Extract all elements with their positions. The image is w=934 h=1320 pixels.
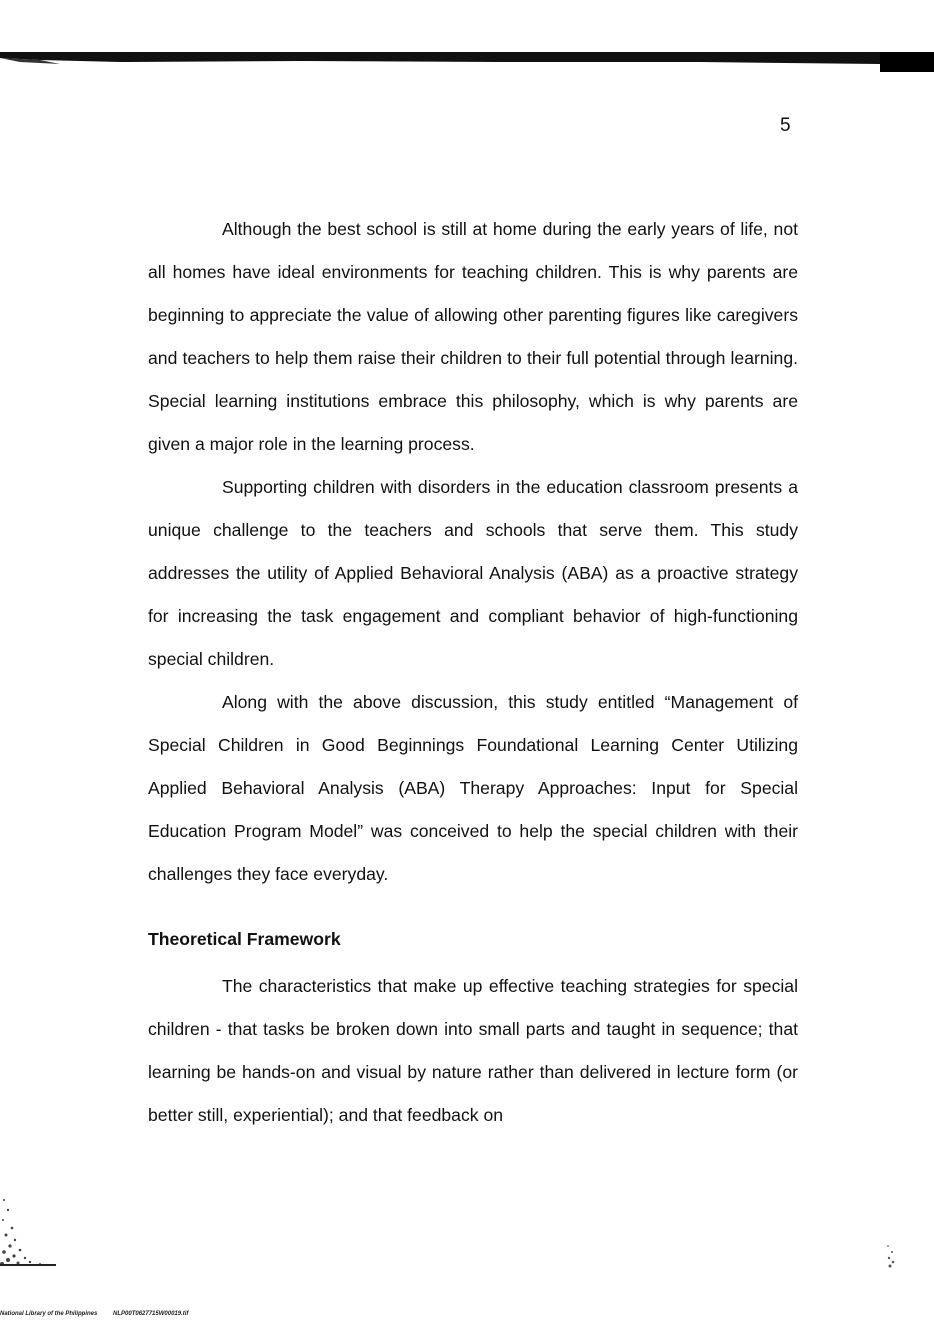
scan-edge-bar	[0, 50, 934, 72]
scan-speckle-bottom-right	[880, 1240, 900, 1270]
footer-library: National Library of the Philippines	[0, 1311, 98, 1317]
document-body	[148, 208, 798, 1137]
paragraph: Although the best school is still at home during the early years of life, not all homes have ideal environments for teaching children. This is why parents are beginning to appreciate the value of allowing other parenting figures like caregivers and teachers to help them raise their children to their full potential through learning. Special learning institutions embrace this philosophy, which is why parents are given a major role in the learning process.	[148, 219, 798, 454]
paragraph: Supporting children with disorders in the education classroom presents a unique challenge to the teachers and schools that serve them. This study addresses the utility of Applied Behavioral Analysis (ABA) as a proactive strategy for increasing the task engagement and compliant behavior of high-functioning special children.	[148, 477, 798, 669]
page-number: 5	[780, 115, 791, 136]
footer-code: NLP00T0627715W00019.tif	[113, 1311, 189, 1317]
paragraph: Along with the above discussion, this study entitled “Management of Special Children in Good Beginnings Foundational Learning Center Utilizing Applied Behavioral Analysis (ABA) Therapy Approaches: Input for Special Education Program Model” was conceived to help the special children with their challenges they face everyday.	[148, 692, 798, 884]
section-heading: Theoretical Framework	[148, 929, 341, 949]
scan-speckle-bottom-left	[0, 1180, 60, 1270]
scan-footer	[0, 1310, 202, 1318]
paragraph: The characteristics that make up effective teaching strategies for special children - that tasks be broken down into small parts and taught in sequence; that learning be hands-on and visual by nature rather than delivered in lecture form (or better still, experiential); and that feedback on	[148, 976, 798, 1125]
